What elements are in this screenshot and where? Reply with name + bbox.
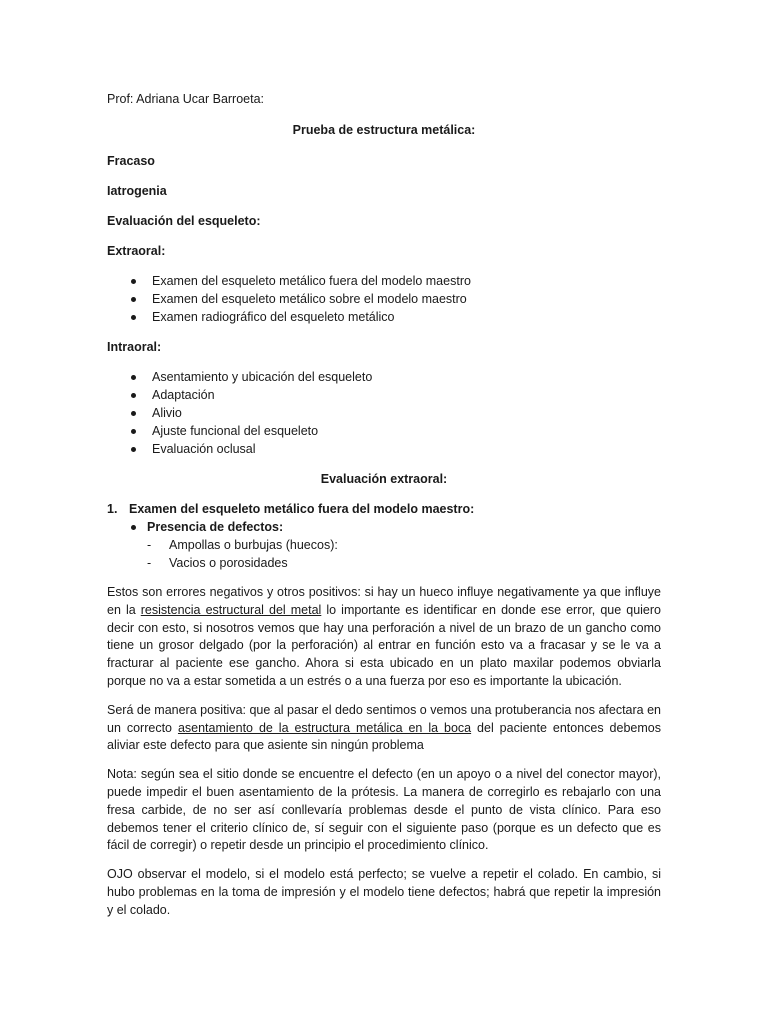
section-title-evaluacion-extraoral: Evaluación extraoral: [320, 472, 448, 486]
list-item: Adaptación [107, 386, 661, 404]
heading-intraoral: Intraoral: [107, 340, 162, 354]
item-number: 1. [107, 502, 118, 516]
paragraph-text: del paciente entonces debemos aliviar este defecto para que asiente sin ningún problema [107, 720, 661, 753]
paragraph-text: lo importante es identificar en donde ese error, que quiero decir con esto, si nosotros vemos que hay una perforación a nivel de un brazo de un gancho como tiene un grosor delgado (por la perforación) al entrar en función esto va a fracasar y se le va a fracturar al paciente ese gancho. Ahora si esta ubicado en un plato maxilar podemos obviarla porque no va a estar sometida a un estrés o a una fuerza por eso es importante la ubicación. [107, 602, 661, 688]
heading-extraoral: Extraoral: [107, 244, 166, 258]
list-item: Examen del esqueleto metálico sobre el modelo maestro [107, 290, 661, 308]
paragraph-text: Será de manera positiva: que al pasar el dedo sentimos o vemos una protuberancia nos afectara en un correcto [107, 702, 661, 735]
numbered-heading-text: Examen del esqueleto metálico fuera del modelo maestro: [129, 502, 475, 516]
underlined-phrase: asentamiento de la estructura metálica en la boca [177, 720, 472, 735]
list-item: Ajuste funcional del esqueleto [107, 422, 661, 440]
list-item: - Ampollas o burbujas (huecos): [107, 536, 661, 554]
sub-heading-defectos: Presencia de defectos: [107, 518, 661, 536]
defect-list [107, 536, 661, 572]
heading-evaluacion-esqueleto: Evaluación del esqueleto: [107, 214, 261, 228]
heading-fracaso: Fracaso [107, 154, 155, 168]
list-item: - Vacios o porosidades [107, 554, 661, 572]
intraoral-list [107, 368, 661, 458]
extraoral-list [107, 272, 661, 326]
paragraph-ojo: OJO observar el modelo, si el modelo está perfecto; se vuelve a repetir el colado. En cambio, si hubo problemas en la toma de impresión y el modelo tiene defectos; habrá que repetir la impresión y el colado. [107, 867, 661, 917]
list-item: Asentamiento y ubicación del esqueleto [107, 368, 661, 386]
document-page [107, 90, 661, 931]
professor-line: Prof: Adriana Ucar Barroeta: [107, 92, 265, 106]
heading-iatrogenia: Iatrogenia [107, 184, 167, 198]
paragraph-errores [107, 584, 661, 691]
paragraph-nota: Nota: según sea el sitio donde se encuentre el defecto (en un apoyo o a nivel del conector mayor), puede impedir el buen asentamiento de la prótesis. La manera de corregirlo es rebajarlo con una fresa carbide, de no ser así conllevaría problemas desde el punto de vista clínico. Para eso debemos tener el criterio clínico de, sí seguir con el siguiente paso (porque es un defecto que es fácil de corregir) o repetir desde un principio el procedimiento clínico. [107, 767, 661, 853]
list-item: Examen radiográfico del esqueleto metálico [107, 308, 661, 326]
document-title: Prueba de estructura metálica: [292, 123, 476, 137]
paragraph-text: Estos son errores negativos y otros positivos: si hay un hueco influye negativamente ya que influye en la [107, 585, 661, 617]
list-item: Evaluación oclusal [107, 440, 661, 458]
numbered-heading [107, 500, 661, 518]
paragraph-positiva [107, 702, 661, 755]
underlined-phrase: resistencia estructural del metal [140, 602, 322, 617]
list-item: Alivio [107, 404, 661, 422]
list-item: Examen del esqueleto metálico fuera del modelo maestro [107, 272, 661, 290]
